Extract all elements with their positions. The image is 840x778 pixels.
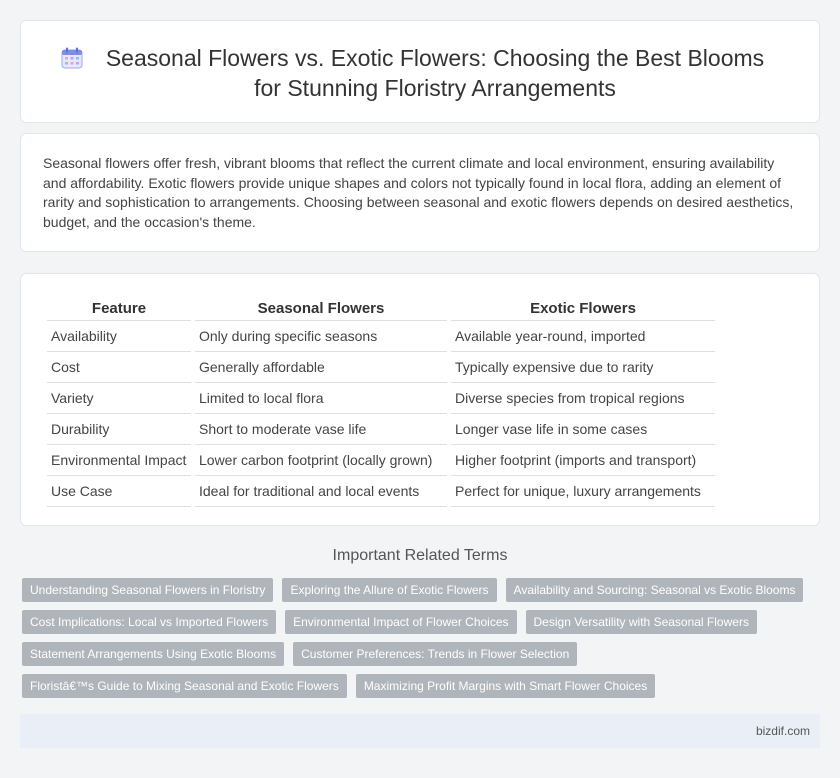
table-cell: Perfect for unique, luxury arrangements [451, 476, 715, 507]
related-term-link[interactable]: Maximizing Profit Margins with Smart Flower Choices [356, 674, 655, 698]
table-cell: Diverse species from tropical regions [451, 383, 715, 414]
related-term-link[interactable]: Customer Preferences: Trends in Flower Selection [293, 642, 577, 666]
table-cell: Lower carbon footprint (locally grown) [195, 445, 447, 476]
related-term-link[interactable]: Environmental Impact of Flower Choices [285, 610, 516, 634]
footer [20, 714, 820, 748]
table-cell: Availability [47, 321, 191, 352]
title-card [20, 20, 820, 123]
related-term-link[interactable]: Cost Implications: Local vs Imported Flowers [22, 610, 276, 634]
table-row [47, 445, 715, 476]
table-cell: Short to moderate vase life [195, 414, 447, 445]
header-seasonal: Seasonal Flowers [195, 296, 447, 321]
header-feature: Feature [47, 296, 191, 321]
page-title: Seasonal Flowers vs. Exotic Flowers: Choosing the Best Blooms for Stunning Floristry Arrangements [105, 45, 765, 101]
table-row [47, 414, 715, 445]
table-header-row [47, 296, 715, 321]
table-cell: Longer vase life in some cases [451, 414, 715, 445]
table-cell: Use Case [47, 476, 191, 507]
table-cell: Typically expensive due to rarity [451, 352, 715, 383]
comparison-table [43, 296, 719, 507]
related-term-link[interactable]: Exploring the Allure of Exotic Flowers [282, 578, 496, 602]
related-terms [22, 578, 812, 706]
site-name[interactable]: bizdif.com [755, 724, 810, 738]
table-cell: Environmental Impact [47, 445, 191, 476]
intro-card [20, 133, 820, 252]
header-exotic: Exotic Flowers [451, 296, 715, 321]
table-row [47, 476, 715, 507]
table-row [47, 352, 715, 383]
related-term-link[interactable]: Availability and Sourcing: Seasonal vs Exotic Blooms [506, 578, 804, 602]
table-cell: Durability [47, 414, 191, 445]
table-cell: Higher footprint (imports and transport) [451, 445, 715, 476]
related-term-link[interactable]: Floristâ€™s Guide to Mixing Seasonal and Exotic Flowers [22, 674, 347, 698]
related-term-link[interactable]: Understanding Seasonal Flowers in Floristry [22, 578, 273, 602]
table-cell: Ideal for traditional and local events [195, 476, 447, 507]
related-terms-title: Important Related Terms [332, 547, 508, 564]
intro-text: Seasonal flowers offer fresh, vibrant blooms that reflect the current climate and local environment, ensuring availability and affordability. Exotic flowers provide unique shapes and colors not typically found in local flora, adding an element of rarity and sophistication to arrangements. Choosing between seasonal and exotic flowers depends on desired aesthetics, budget, and the occasion's theme. [43, 155, 794, 230]
table-row [47, 383, 715, 414]
tag-row [22, 642, 812, 666]
tag-row [22, 578, 812, 602]
table-row [47, 321, 715, 352]
table-cell: Available year-round, imported [451, 321, 715, 352]
table-cell: Limited to local flora [195, 383, 447, 414]
table-cell: Generally affordable [195, 352, 447, 383]
comparison-card [20, 273, 820, 526]
table-cell: Variety [47, 383, 191, 414]
tag-row [22, 674, 812, 698]
related-term-link[interactable]: Statement Arrangements Using Exotic Blooms [22, 642, 284, 666]
table-cell: Cost [47, 352, 191, 383]
tag-row [22, 610, 812, 634]
table-cell: Only during specific seasons [195, 321, 447, 352]
related-term-link[interactable]: Design Versatility with Seasonal Flowers [526, 610, 757, 634]
